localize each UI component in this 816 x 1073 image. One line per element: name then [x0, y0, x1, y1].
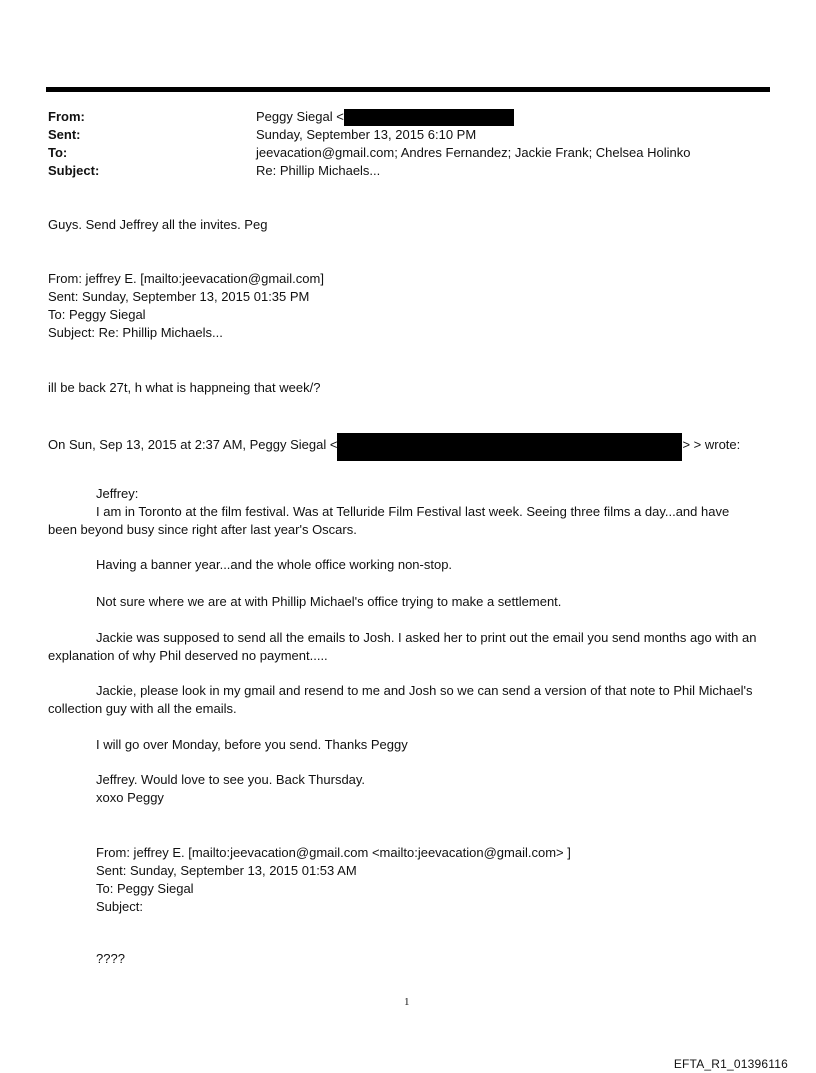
quoted-header-1 — [48, 270, 324, 342]
to-row — [48, 144, 768, 162]
reply-body: Guys. Send Jeffrey all the invites. Peg — [48, 217, 268, 232]
paragraph-2: Having a banner year...and the whole office working non-stop. — [96, 557, 453, 572]
page-number: 1 — [404, 996, 410, 1008]
from-label: From: — [48, 109, 85, 124]
quoted-3-subject: Subject: — [96, 899, 143, 914]
quoted-3-sent: Sent: Sunday, September 13, 2015 01:53 AM — [96, 863, 357, 878]
paragraph-1: I am in Toronto at the film festival. Was at Telluride Film Festival last week. Seeing three films a day...and have been beyond busy since right after last year's Oscars. — [48, 504, 730, 537]
quoted-1-sent: Sent: Sunday, September 13, 2015 01:35 PM — [48, 289, 310, 304]
subject-value: Re: Phillip Michaels... — [256, 163, 381, 178]
quoted-1-body: ill be back 27t, h what is happneing that week/? — [48, 380, 321, 395]
sent-row — [48, 126, 768, 144]
subject-row — [48, 162, 768, 180]
from-row — [48, 108, 768, 126]
quoted-3-to: To: Peggy Siegal — [96, 881, 194, 896]
header-divider — [46, 87, 770, 92]
attribution-prefix: On Sun, Sep 13, 2015 at 2:37 AM, Peggy Siegal < — [48, 436, 338, 452]
salutation: Jeffrey: — [96, 486, 139, 501]
quoted-3-from: From: jeffrey E. [mailto:jeevacation@gmail.com <mailto:jeevacation@gmail.com> ] — [96, 845, 571, 860]
paragraph-7: Jeffrey. Would love to see you. Back Thursday. — [96, 772, 366, 787]
sent-label: Sent: — [48, 127, 81, 142]
quoted-header-3 — [96, 844, 571, 916]
paragraph-6: I will go over Monday, before you send. Thanks Peggy — [96, 737, 408, 752]
attribution-line — [48, 428, 740, 461]
quoted-1-subject: Subject: Re: Phillip Michaels... — [48, 325, 223, 340]
email-header — [48, 108, 768, 180]
redaction-box — [344, 109, 514, 126]
paragraph-5: Jackie, please look in my gmail and resend to me and Josh so we can send a version of that note to Phil Michael's collection guy with all the emails. — [48, 683, 753, 716]
sign-off: xoxo Peggy — [96, 790, 164, 805]
paragraph-4: Jackie was supposed to send all the emails to Josh. I asked her to print out the email you send months ago with an explanation of why Phil deserved no payment..... — [48, 630, 757, 663]
to-value: jeevacation@gmail.com; Andres Fernandez; Jackie Frank; Chelsea Holinko — [256, 145, 691, 160]
quoted-3-body: ???? — [96, 951, 125, 966]
attribution-suffix: > > wrote: — [682, 436, 741, 452]
paragraph-3: Not sure where we are at with Phillip Michael's office trying to make a settlement. — [96, 594, 562, 609]
sent-value: Sunday, September 13, 2015 6:10 PM — [256, 127, 477, 142]
from-value — [256, 108, 768, 126]
from-name: Peggy Siegal < — [256, 109, 344, 124]
quoted-1-from: From: jeffrey E. [mailto:jeevacation@gmail.com] — [48, 271, 324, 286]
quoted-1-to: To: Peggy Siegal — [48, 307, 146, 322]
to-label: To: — [48, 145, 68, 160]
subject-label: Subject: — [48, 163, 100, 178]
document-id-stamp: EFTA_R1_01396116 — [673, 1057, 788, 1071]
redaction-box — [337, 433, 682, 461]
